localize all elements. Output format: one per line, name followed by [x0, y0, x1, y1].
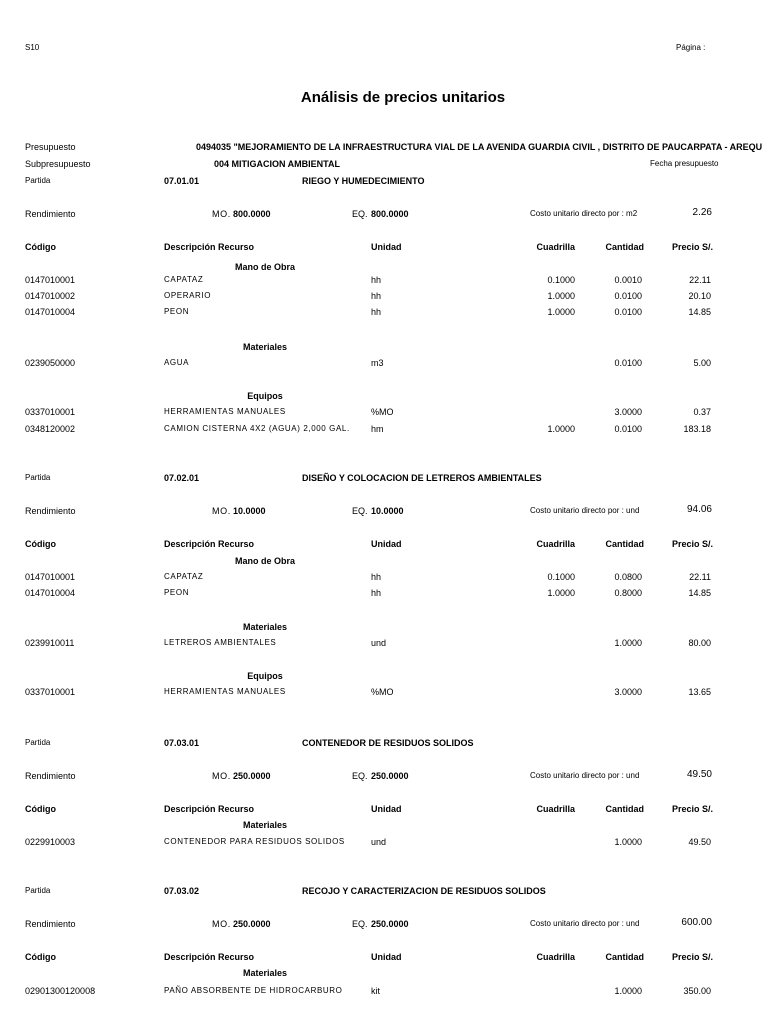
resource-unit: kit — [371, 986, 380, 996]
col-header-cantidad: Cantidad — [605, 952, 644, 962]
col-header-precio: Precio S/. — [671, 242, 713, 252]
resource-description: PEON — [164, 307, 190, 316]
resource-precio: 14.85 — [688, 588, 711, 598]
resource-description: CAPATAZ — [164, 572, 204, 581]
partida-code: 07.03.01 — [164, 738, 200, 748]
mo-value: 250.0000 — [233, 771, 271, 781]
mo-label: MO. — [212, 919, 231, 929]
partida-name: RECOJO Y CARACTERIZACION DE RESIDUOS SOLIDOS — [302, 886, 546, 896]
eq-value: 250.0000 — [371, 771, 409, 781]
col-header-codigo: Código — [25, 539, 56, 549]
resource-code: 0147010001 — [25, 275, 76, 285]
partida-name: CONTENEDOR DE RESIDUOS SOLIDOS — [302, 738, 474, 748]
col-header-descripcion: Descripción Recurso — [164, 952, 255, 962]
resource-description: LETREROS AMBIENTALES — [164, 638, 277, 647]
resource-group-label: Materiales — [242, 342, 288, 352]
resource-description: CAMION CISTERNA 4X2 (AGUA) 2,000 GAL. — [164, 424, 350, 433]
presupuesto-label: Presupuesto — [25, 142, 76, 152]
resource-unit: hm — [371, 424, 384, 434]
subpresupuesto-label: Subpresupuesto — [25, 159, 91, 169]
mo-label: MO. — [212, 771, 231, 781]
partida-code: 07.03.02 — [164, 886, 200, 896]
col-header-cuadrilla: Cuadrilla — [536, 804, 575, 814]
resource-cantidad: 3.0000 — [614, 407, 642, 417]
resource-unit: und — [371, 638, 387, 648]
resource-precio: 80.00 — [688, 638, 711, 648]
resource-description: CAPATAZ — [164, 275, 204, 284]
resource-cantidad: 0.0100 — [614, 291, 642, 301]
resource-cuadrilla: 1.0000 — [547, 307, 575, 317]
presupuesto-value: 0494035 "MEJORAMIENTO DE LA INFRAESTRUCTURA VIAL DE LA AVENIDA GUARDIA CIVIL , DISTRITO DE PAUCARPATA - AREQU — [196, 142, 763, 152]
resource-cantidad: 0.0100 — [614, 424, 642, 434]
resource-description: HERRAMIENTAS MANUALES — [164, 687, 286, 696]
resource-code: 0147010002 — [25, 291, 76, 301]
col-header-precio: Precio S/. — [671, 804, 713, 814]
resource-precio: 183.18 — [683, 424, 711, 434]
col-header-cuadrilla: Cuadrilla — [536, 242, 575, 252]
resource-precio: 49.50 — [688, 837, 711, 847]
rendimiento-label: Rendimiento — [25, 919, 76, 929]
resource-unit: %MO — [371, 687, 394, 697]
resource-code: 02901300120008 — [25, 986, 96, 996]
costo-unitario-value: 94.06 — [686, 504, 712, 515]
resource-precio: 22.11 — [689, 572, 711, 582]
eq-value: 250.0000 — [371, 919, 409, 929]
resource-unit: hh — [371, 307, 382, 317]
software-label: S10 — [25, 43, 40, 52]
partida-code: 07.02.01 — [164, 473, 200, 483]
resource-code: 0147010004 — [25, 588, 76, 598]
col-header-cantidad: Cantidad — [605, 539, 644, 549]
partida-label: Partida — [25, 176, 51, 185]
col-header-unidad: Unidad — [371, 242, 402, 252]
resource-group-label: Mano de Obra — [234, 262, 295, 272]
rendimiento-label: Rendimiento — [25, 771, 76, 781]
eq-value: 800.0000 — [371, 209, 409, 219]
costo-unitario-label: Costo unitario directo por : m2 — [530, 209, 638, 218]
subpresupuesto-value: 004 MITIGACION AMBIENTAL — [214, 159, 341, 169]
eq-label: EQ. — [352, 919, 368, 929]
resource-description: CONTENEDOR PARA RESIDUOS SOLIDOS — [164, 837, 345, 846]
page-title: Análisis de precios unitarios — [300, 89, 506, 106]
resource-cantidad: 0.0800 — [614, 572, 642, 582]
resource-unit: hh — [371, 275, 382, 285]
resource-description: AGUA — [164, 358, 190, 367]
col-header-precio: Precio S/. — [671, 952, 713, 962]
partida-code: 07.01.01 — [164, 176, 200, 186]
eq-label: EQ. — [352, 506, 368, 516]
eq-label: EQ. — [352, 771, 368, 781]
partida-name: RIEGO Y HUMEDECIMIENTO — [302, 176, 425, 186]
partida-label: Partida — [25, 886, 51, 895]
col-header-cuadrilla: Cuadrilla — [536, 539, 575, 549]
resource-group-label: Materiales — [242, 622, 288, 632]
resource-precio: 14.85 — [688, 307, 711, 317]
resource-description: PAÑO ABSORBENTE DE HIDROCARBURO — [164, 986, 343, 995]
resource-group-label: Mano de Obra — [234, 556, 295, 566]
col-header-unidad: Unidad — [371, 952, 402, 962]
costo-unitario-label: Costo unitario directo por : und — [530, 919, 640, 928]
resource-precio: 0.37 — [693, 407, 711, 417]
resource-cuadrilla: 0.1000 — [547, 572, 575, 582]
resource-cantidad: 1.0000 — [614, 837, 642, 847]
resource-description: PEON — [164, 588, 190, 597]
col-header-codigo: Código — [25, 952, 56, 962]
fecha-presupuesto-label: Fecha presupuesto — [650, 159, 719, 168]
col-header-descripcion: Descripción Recurso — [164, 242, 255, 252]
resource-description: OPERARIO — [164, 291, 212, 300]
resource-code: 0229910003 — [25, 837, 76, 847]
resource-cuadrilla: 1.0000 — [547, 291, 575, 301]
page-number-label: Página : — [676, 43, 706, 52]
costo-unitario-value: 600.00 — [681, 917, 712, 928]
eq-value: 10.0000 — [371, 506, 404, 516]
costo-unitario-value: 2.26 — [692, 207, 712, 218]
resource-cantidad: 0.0010 — [614, 275, 642, 285]
resource-code: 0147010004 — [25, 307, 76, 317]
resource-cantidad: 3.0000 — [614, 687, 642, 697]
col-header-precio: Precio S/. — [671, 539, 713, 549]
resource-code: 0239910011 — [25, 638, 75, 648]
resource-precio: 20.10 — [688, 291, 711, 301]
resource-unit: m3 — [371, 358, 384, 368]
col-header-unidad: Unidad — [371, 539, 402, 549]
resource-cantidad: 1.0000 — [614, 986, 642, 996]
resource-code: 0239050000 — [25, 358, 76, 368]
resource-cantidad: 0.8000 — [614, 588, 642, 598]
col-header-descripcion: Descripción Recurso — [164, 804, 255, 814]
resource-cuadrilla: 1.0000 — [547, 588, 575, 598]
resource-code: 0337010001 — [25, 687, 76, 697]
resource-code: 0337010001 — [25, 407, 76, 417]
col-header-unidad: Unidad — [371, 804, 402, 814]
col-header-cuadrilla: Cuadrilla — [536, 952, 575, 962]
costo-unitario-label: Costo unitario directo por : und — [530, 771, 640, 780]
mo-value: 800.0000 — [233, 209, 271, 219]
partida-name: DISEÑO Y COLOCACION DE LETREROS AMBIENTALES — [302, 473, 542, 483]
resource-group-label: Materiales — [242, 820, 288, 830]
resource-precio: 13.65 — [688, 687, 711, 697]
resource-cantidad: 0.0100 — [614, 358, 642, 368]
col-header-descripcion: Descripción Recurso — [164, 539, 255, 549]
mo-label: MO. — [212, 209, 231, 219]
costo-unitario-value: 49.50 — [686, 769, 712, 780]
resource-cantidad: 0.0100 — [614, 307, 642, 317]
col-header-cantidad: Cantidad — [605, 242, 644, 252]
resource-group-label: Equipos — [247, 671, 283, 681]
resource-description: HERRAMIENTAS MANUALES — [164, 407, 286, 416]
costo-unitario-label: Costo unitario directo por : und — [530, 506, 640, 515]
col-header-codigo: Código — [25, 804, 56, 814]
rendimiento-label: Rendimiento — [25, 209, 76, 219]
mo-value: 250.0000 — [233, 919, 271, 929]
resource-unit: %MO — [371, 407, 394, 417]
resource-cuadrilla: 0.1000 — [547, 275, 575, 285]
mo-value: 10.0000 — [233, 506, 266, 516]
resource-code: 0348120002 — [25, 424, 76, 434]
resource-unit: hh — [371, 291, 382, 301]
resource-precio: 22.11 — [689, 275, 711, 285]
resource-group-label: Materiales — [242, 968, 288, 978]
partida-label: Partida — [25, 738, 51, 747]
resource-cuadrilla: 1.0000 — [547, 424, 575, 434]
resource-precio: 5.00 — [693, 358, 711, 368]
resource-group-label: Equipos — [247, 391, 283, 401]
resource-unit: hh — [371, 572, 382, 582]
resource-unit: hh — [371, 588, 382, 598]
resource-precio: 350.00 — [683, 986, 711, 996]
col-header-codigo: Código — [25, 242, 56, 252]
mo-label: MO. — [212, 506, 231, 516]
partida-label: Partida — [25, 473, 51, 482]
rendimiento-label: Rendimiento — [25, 506, 76, 516]
resource-unit: und — [371, 837, 387, 847]
resource-cantidad: 1.0000 — [614, 638, 642, 648]
eq-label: EQ. — [352, 209, 368, 219]
col-header-cantidad: Cantidad — [605, 804, 644, 814]
resource-code: 0147010001 — [25, 572, 76, 582]
